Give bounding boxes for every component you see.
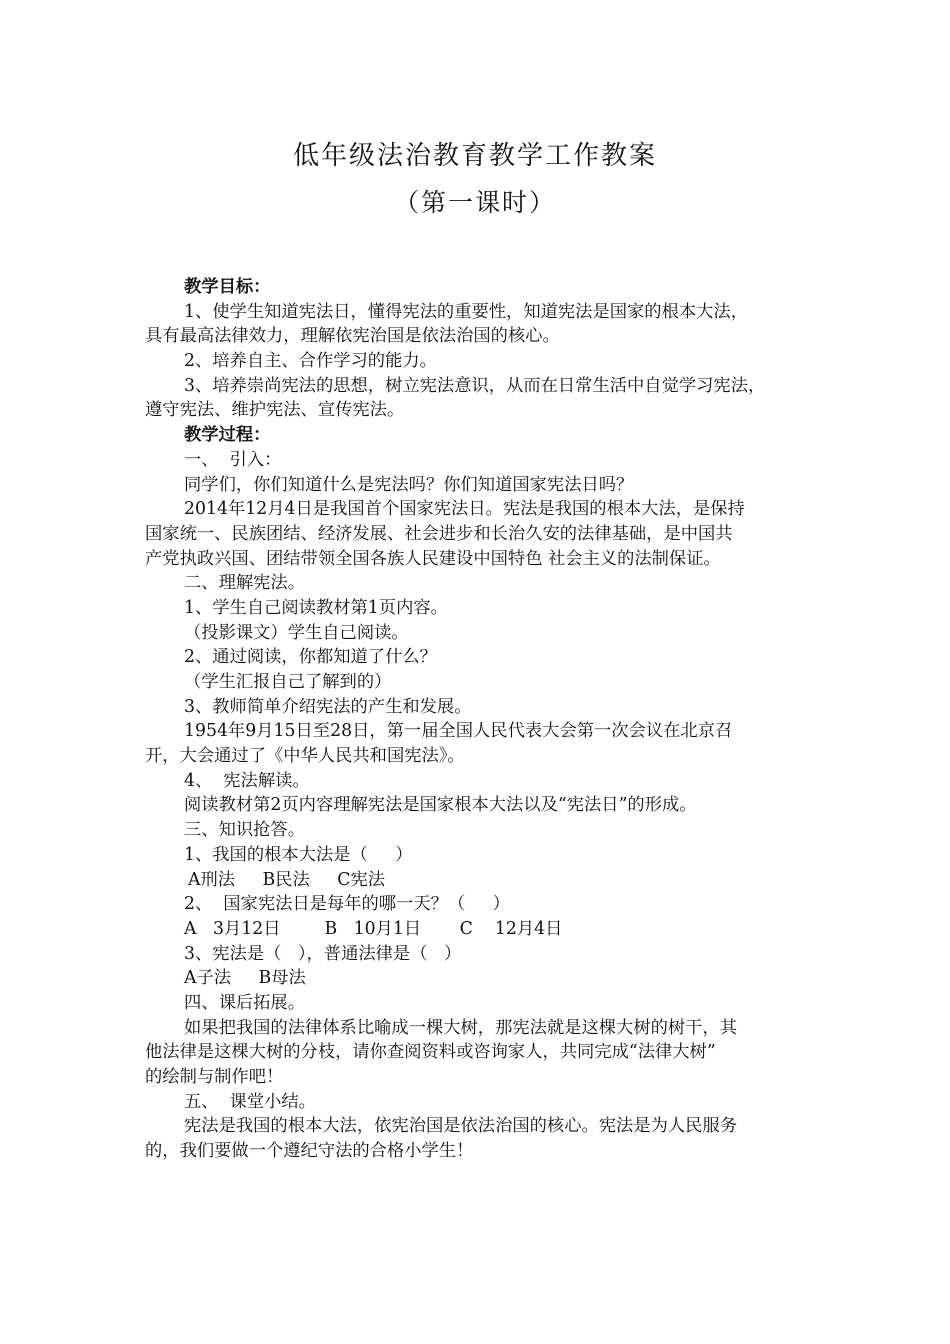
page-title: 低年级法治教育教学工作教案 bbox=[292, 141, 657, 171]
heading-process: 教学过程： bbox=[184, 425, 271, 446]
paragraph-line: 宪法是我国的根本大法，依宪治国是依法治国的核心。宪法是为人民服务 bbox=[184, 1116, 738, 1137]
quiz-question: 3、宪法是（ ），普通法律是（ ） bbox=[184, 943, 462, 964]
section-heading: 四、课后拓展。 bbox=[184, 992, 305, 1013]
paragraph-line: 遵守宪法、维护宪法、宣传宪法。 bbox=[145, 400, 405, 421]
paragraph-line: 开，大会通过了《中华人民共和国宪法》。 bbox=[145, 746, 465, 767]
paragraph-line: 1、使学生知道宪法日，懂得宪法的重要性，知道宪法是国家的根本大法， bbox=[184, 301, 748, 322]
section-heading: 一、 引入： bbox=[184, 449, 282, 470]
paragraph-line: 国家统一、民族团结、经济发展、社会进步和长治久安的法律基础，是中国共 bbox=[145, 523, 733, 544]
quiz-options: A刑法 B民法 C宪法 bbox=[188, 869, 386, 890]
paragraph-line: 3、教师简单介绍宪法的产生和发展。 bbox=[184, 696, 472, 717]
paragraph-line: 3、培养崇尚宪法的思想，树立宪法意识，从而在日常生活中自觉学习宪法， bbox=[184, 375, 766, 396]
paragraph-line: 1954年9月15日至28日，第一届全国人民代表大会第一次会议在北京召 bbox=[184, 721, 733, 742]
page-subtitle: （第一课时） bbox=[393, 188, 556, 217]
paragraph-line: 2014年12月4日是我国首个国家宪法日。宪法是我国的根本大法，是保持 bbox=[184, 499, 745, 520]
paragraph-line: 他法律是这棵大树的分枝，请你查阅资料或咨询家人，共同完成“法律大树” bbox=[145, 1042, 716, 1063]
paragraph-line: 产党执政兴国、团结带领全国各族人民建设中国特色 社会主义的法制保证。 bbox=[145, 548, 721, 569]
section-heading: 三、知识抢答。 bbox=[184, 820, 305, 841]
paragraph-line: 阅读教材第2页内容理解宪法是国家根本大法以及“宪法日”的形成。 bbox=[184, 795, 697, 816]
paragraph-line: 的，我们要做一个遵纪守法的合格小学生！ bbox=[145, 1141, 474, 1162]
document-body bbox=[145, 275, 820, 1164]
quiz-question: 1、我国的根本大法是（ ） bbox=[184, 844, 413, 865]
paragraph-line: （学生汇报自己了解到的） bbox=[184, 672, 392, 692]
section-heading: 五、 课堂小结。 bbox=[184, 1091, 316, 1112]
paragraph-line: 的绘制与制作吧！ bbox=[145, 1067, 284, 1087]
paragraph-line: 2、培养自主、合作学习的能力。 bbox=[184, 351, 437, 372]
quiz-question: 2、 国家宪法日是每年的哪一天？（ ） bbox=[184, 894, 510, 915]
section-heading: 4、 宪法解读。 bbox=[184, 770, 310, 791]
quiz-options: A 3月12日 B 10月1日 C 12月4日 bbox=[184, 918, 563, 939]
paragraph-line: 2、通过阅读，你都知道了什么？ bbox=[184, 647, 437, 668]
paragraph-line: 同学们，你们知道什么是宪法吗？你们知道国家宪法日吗？ bbox=[184, 474, 634, 495]
section-heading: 二、理解宪法。 bbox=[184, 573, 305, 594]
heading-objectives: 教学目标： bbox=[184, 277, 271, 297]
quiz-options: A子法 B母法 bbox=[184, 968, 306, 989]
paragraph-line: 1、学生自己阅读教材第1页内容。 bbox=[184, 597, 448, 618]
paragraph-line: 具有最高法律效力，理解依宪治国是依法治国的核心。 bbox=[145, 326, 560, 347]
paragraph-line: 如果把我国的法律体系比喻成一棵大树，那宪法就是这棵大树的树干，其 bbox=[184, 1017, 738, 1038]
paragraph-line: （投影课文）学生自己阅读。 bbox=[184, 622, 409, 643]
